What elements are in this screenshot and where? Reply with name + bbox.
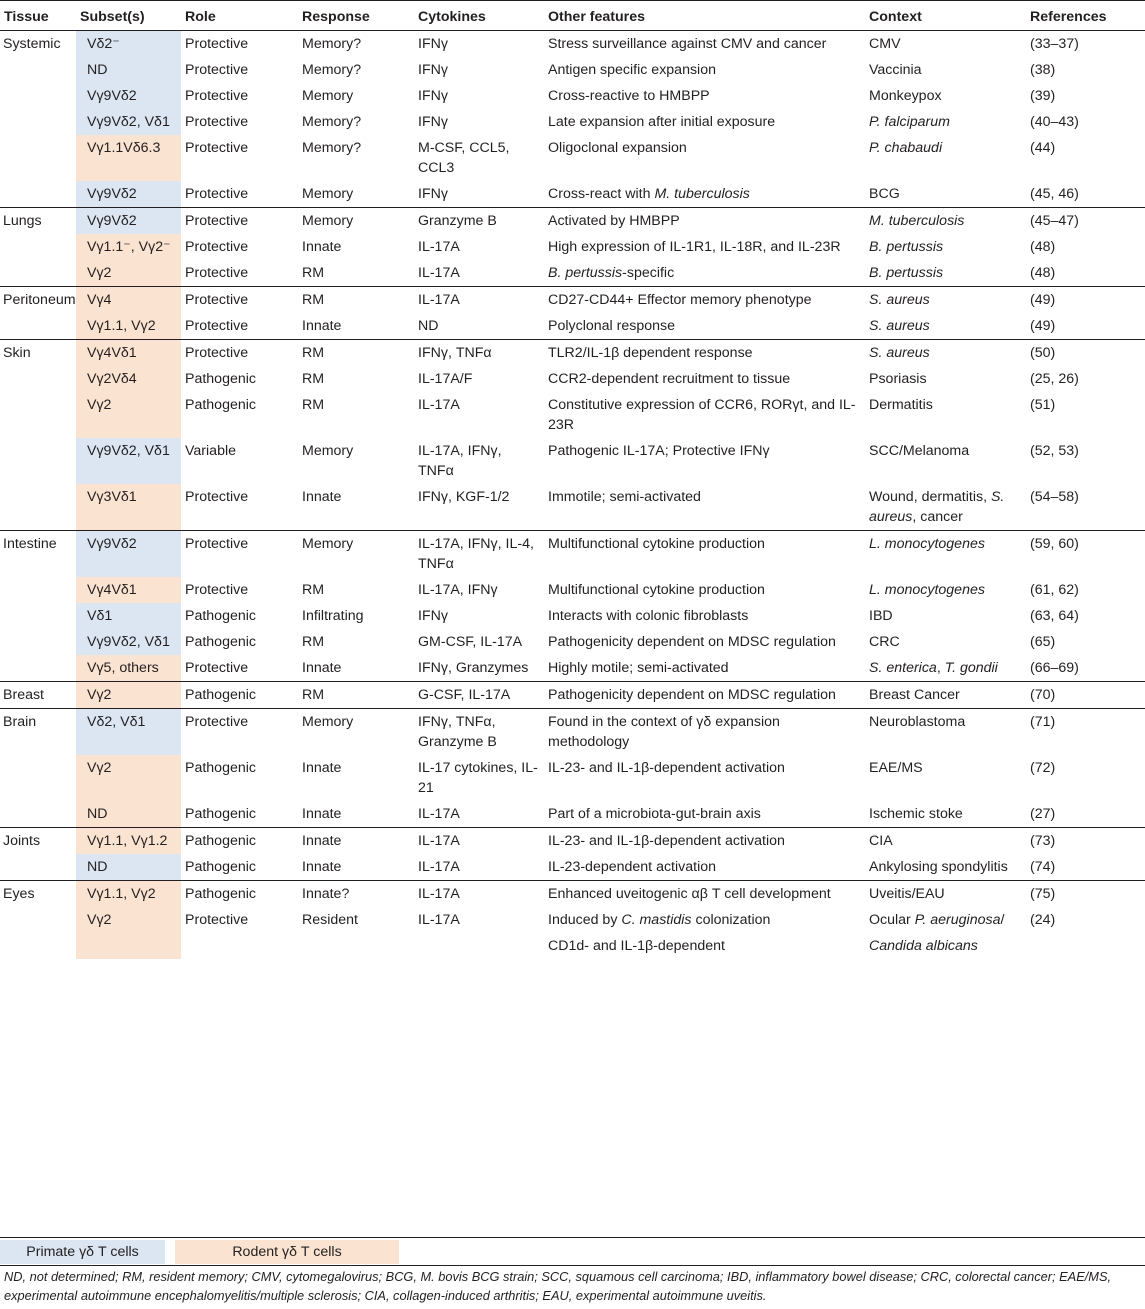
table-row xyxy=(0,31,1145,58)
cell-subset: ND xyxy=(76,854,181,881)
cell-subset: Vγ5, others xyxy=(76,655,181,682)
cell-role: Protective xyxy=(185,660,249,676)
cell-context: CRC xyxy=(869,634,900,650)
cell-references: (24) xyxy=(1030,912,1056,928)
cell-response: Innate xyxy=(302,760,342,776)
header-response: Response xyxy=(298,1,414,31)
cell-features: Constitutive expression of CCR6, RORγt, and IL-23R xyxy=(548,397,856,433)
cell-response: Innate xyxy=(302,489,342,505)
cell-tissue xyxy=(0,438,76,484)
cell-response: Innate? xyxy=(298,881,414,908)
cell-role: Protective xyxy=(185,186,249,202)
cell-tissue xyxy=(0,854,76,881)
cell-cytokines: GM-CSF, IL-17A xyxy=(418,634,523,650)
legend-rodent: Rodent γδ T cells xyxy=(175,1240,399,1264)
cell-context: IBD xyxy=(869,608,893,624)
cell-role: Pathogenic xyxy=(185,859,256,875)
cell-references: (61, 62) xyxy=(1030,582,1079,598)
cell-references: (54–58) xyxy=(1030,489,1079,505)
cell-features: Immotile; semi-activated xyxy=(548,489,701,505)
cell-references: (25, 26) xyxy=(1030,371,1079,387)
cell-subset: Vγ1.1, Vγ1.2 xyxy=(76,828,181,855)
table-row xyxy=(0,438,1145,484)
table-row xyxy=(0,828,1145,855)
cell-response: Memory xyxy=(298,208,414,235)
cell-cytokines: IFNγ xyxy=(418,186,448,202)
cell-references: (44) xyxy=(1030,140,1056,156)
cell-features: B. pertussis-specific xyxy=(548,265,675,281)
cell-response: Memory? xyxy=(302,114,362,130)
cell-tissue: Intestine xyxy=(0,531,76,578)
cell-context: Dermatitis xyxy=(869,397,933,413)
cell-role: Protective xyxy=(185,114,249,130)
cell-role: Pathogenic xyxy=(185,806,256,822)
cell-cytokines: IFNγ, KGF-1/2 xyxy=(418,489,510,505)
cell-response: Innate xyxy=(302,859,342,875)
cell-cytokines xyxy=(414,933,544,959)
cell-role: Protective xyxy=(181,531,298,578)
cell-references xyxy=(1026,933,1145,959)
cell-features: Activated by HMBPP xyxy=(544,208,865,235)
cell-role: Protective xyxy=(185,582,249,598)
footnote: ND, not determined; RM, resident memory; CMV, cytomegalovirus; BCG, M. bovis BCG strain; SCC, squamous cell carcinoma; IBD, inflammatory bowel disease; CRC, colorectal cancer; EAE/MS, experimental autoimmune encephalomyelitis/multiple sclerosis; CIA, collagen-induced arthritis; EAU, experimental autoimmune uveitis. xyxy=(4,1269,1112,1303)
cell-references: (48) xyxy=(1030,239,1056,255)
cell-role: Protective xyxy=(181,709,298,756)
table-row xyxy=(0,755,1145,801)
cell-response xyxy=(298,933,414,959)
cell-response: RM xyxy=(302,634,325,650)
cell-response: Memory xyxy=(302,88,354,104)
cell-cytokines: IL-17 cytokines, IL-21 xyxy=(418,760,538,796)
table-row xyxy=(0,83,1145,109)
cell-tissue xyxy=(0,603,76,629)
cell-role: Pathogenic xyxy=(185,397,256,413)
cell-subset: Vγ2 xyxy=(76,260,181,287)
cell-response: RM xyxy=(302,582,325,598)
cell-context: L. monocytogenes xyxy=(865,531,1026,578)
cell-references: (72) xyxy=(1030,760,1056,776)
cell-response: RM xyxy=(298,287,414,314)
cell-tissue xyxy=(0,135,76,181)
cell-role: Protective xyxy=(185,62,249,78)
cell-features: IL-23- and IL-1β-dependent activation xyxy=(544,828,865,855)
table-row xyxy=(0,603,1145,629)
cell-features: Cross-reactive to HMBPP xyxy=(548,88,710,104)
cell-context: Psoriasis xyxy=(869,371,927,387)
cell-subset: Vγ1.1, Vγ2 xyxy=(76,313,181,340)
cell-references: (75) xyxy=(1026,881,1145,908)
table-row xyxy=(0,629,1145,655)
cell-cytokines: M-CSF, CCL5, CCL3 xyxy=(418,140,510,176)
cell-context: S. aureus xyxy=(869,318,930,334)
table-row xyxy=(0,208,1145,235)
cell-role: Pathogenic xyxy=(181,881,298,908)
cell-role: Protective xyxy=(185,88,249,104)
cell-context: Breast Cancer xyxy=(865,682,1026,709)
cell-role: Protective xyxy=(181,208,298,235)
cell-subset: Vγ9Vδ2, Vδ1 xyxy=(76,629,181,655)
cell-references: (50) xyxy=(1026,340,1145,367)
cell-tissue: Eyes xyxy=(0,881,76,908)
cell-role: Protective xyxy=(185,239,249,255)
cell-role: Pathogenic xyxy=(185,371,256,387)
cell-tissue: Breast xyxy=(0,682,76,709)
table-row xyxy=(0,260,1145,287)
cell-cytokines: IFNγ, TNFα xyxy=(414,340,544,367)
cell-context: Ankylosing spondylitis xyxy=(869,859,1008,875)
cell-references: (27) xyxy=(1030,806,1056,822)
header-features: Other features xyxy=(544,1,865,31)
cell-role: Protective xyxy=(185,318,249,334)
cell-context: SCC/Melanoma xyxy=(869,443,970,459)
table-row xyxy=(0,287,1145,314)
cell-subset: Vγ2 xyxy=(76,392,181,438)
cell-references: (39) xyxy=(1030,88,1056,104)
cell-cytokines: IL-17A xyxy=(418,859,460,875)
header-tissue: Tissue xyxy=(0,1,76,31)
cell-subset: Vγ4Vδ1 xyxy=(76,577,181,603)
table-row xyxy=(0,933,1145,959)
cell-response: RM xyxy=(302,265,325,281)
cell-response: Innate xyxy=(302,660,342,676)
table-row xyxy=(0,366,1145,392)
cell-response: Memory xyxy=(302,443,354,459)
cell-subset: Vγ1.1⁻, Vγ2⁻ xyxy=(76,234,181,260)
cell-features: Part of a microbiota-gut-brain axis xyxy=(548,806,761,822)
cell-tissue xyxy=(0,801,76,828)
cell-context: EAE/MS xyxy=(869,760,923,776)
cell-references: (74) xyxy=(1030,859,1056,875)
table-row xyxy=(0,135,1145,181)
cell-context: P. chabaudi xyxy=(869,140,943,156)
cell-features: Interacts with colonic fibroblasts xyxy=(548,608,749,624)
header-references: References xyxy=(1026,1,1145,31)
cell-cytokines: IL-17A xyxy=(418,912,460,928)
cell-subset xyxy=(76,933,181,959)
cell-context: Vaccinia xyxy=(869,62,922,78)
cell-features: Highly motile; semi-activated xyxy=(548,660,729,676)
legend xyxy=(0,1237,1145,1266)
header-role: Role xyxy=(181,1,298,31)
cell-context: Ischemic stoke xyxy=(869,806,963,822)
cell-tissue xyxy=(0,907,76,933)
cell-features: IL-23-dependent activation xyxy=(548,859,717,875)
cell-features: Antigen specific expansion xyxy=(548,62,716,78)
cell-features: IL-23- and IL-1β-dependent activation xyxy=(548,760,785,776)
cell-tissue xyxy=(0,83,76,109)
cell-subset: Vγ9Vδ2 xyxy=(76,83,181,109)
cell-context: B. pertussis xyxy=(869,239,944,255)
cell-references: (63, 64) xyxy=(1030,608,1079,624)
cell-subset: Vγ9Vδ2 xyxy=(76,181,181,208)
cell-subset: Vγ9Vδ2, Vδ1 xyxy=(76,109,181,135)
cell-features: Pathogenic IL-17A; Protective IFNγ xyxy=(548,443,770,459)
cell-features: Oligoclonal expansion xyxy=(548,140,687,156)
cell-cytokines: IFNγ xyxy=(418,608,448,624)
cell-references: (51) xyxy=(1030,397,1056,413)
cell-tissue: Systemic xyxy=(3,36,61,52)
table-row xyxy=(0,577,1145,603)
table-row xyxy=(0,340,1145,367)
cell-role: Pathogenic xyxy=(181,682,298,709)
cell-role: Protective xyxy=(185,489,249,505)
cell-tissue xyxy=(0,392,76,438)
cell-references: (49) xyxy=(1026,287,1145,314)
cell-tissue xyxy=(0,629,76,655)
table-row xyxy=(0,313,1145,340)
cell-response: Infiltrating xyxy=(302,608,364,624)
cell-context: Ocular P. aeruginosa/ xyxy=(869,912,1005,928)
table-row xyxy=(0,907,1145,933)
cell-cytokines: IFNγ, TNFα, Granzyme B xyxy=(414,709,544,756)
cell-cytokines: G-CSF, IL-17A xyxy=(414,682,544,709)
cell-references: (38) xyxy=(1030,62,1056,78)
cell-role: Variable xyxy=(185,443,236,459)
cell-tissue xyxy=(0,484,76,531)
cell-subset: Vγ2 xyxy=(76,907,181,933)
cell-references: (40–43) xyxy=(1030,114,1079,130)
cell-cytokines: IFNγ xyxy=(418,88,448,104)
cell-context: CIA xyxy=(865,828,1026,855)
cell-tissue: Brain xyxy=(0,709,76,756)
table-row xyxy=(0,854,1145,881)
table-row xyxy=(0,682,1145,709)
cell-context: B. pertussis xyxy=(869,265,944,281)
cell-tissue xyxy=(0,755,76,801)
table-body xyxy=(0,31,1145,960)
table-row xyxy=(0,655,1145,682)
cell-subset: Vγ2Vδ4 xyxy=(76,366,181,392)
cell-context: BCG xyxy=(869,186,900,202)
cell-tissue xyxy=(0,577,76,603)
cell-response: Memory xyxy=(298,531,414,578)
cell-context: S. aureus xyxy=(865,340,1026,367)
table-row xyxy=(0,531,1145,578)
cell-tissue xyxy=(0,313,76,340)
cell-cytokines: IL-17A xyxy=(414,828,544,855)
cell-references: (52, 53) xyxy=(1030,443,1079,459)
cell-references: (73) xyxy=(1026,828,1145,855)
table-row xyxy=(0,109,1145,135)
cell-features: Induced by C. mastidis colonization xyxy=(548,912,771,928)
table-row xyxy=(0,234,1145,260)
cell-context: Uveitis/EAU xyxy=(865,881,1026,908)
cell-features: Stress surveillance against CMV and cancer xyxy=(548,36,827,52)
cell-role: Protective xyxy=(185,265,249,281)
cell-response: Memory? xyxy=(302,36,362,52)
cell-features: Late expansion after initial exposure xyxy=(548,114,776,130)
cell-references: (33–37) xyxy=(1030,36,1079,52)
cell-context: L. monocytogenes xyxy=(869,582,985,598)
cell-tissue: Peritoneum xyxy=(0,287,76,314)
cell-response: Innate xyxy=(302,239,342,255)
cell-cytokines: ND xyxy=(418,318,439,334)
cell-cytokines: IL-17A xyxy=(418,239,460,255)
cell-features: Pathogenicity dependent on MDSC regulation xyxy=(548,634,836,650)
legend-primate: Primate γδ T cells xyxy=(0,1240,165,1264)
cell-subset: Vδ1 xyxy=(76,603,181,629)
cell-response: Resident xyxy=(302,912,358,928)
cell-cytokines: IFNγ, Granzymes xyxy=(418,660,529,676)
cell-response: RM xyxy=(302,371,325,387)
cell-response: Memory xyxy=(298,709,414,756)
cell-cytokines: Granzyme B xyxy=(414,208,544,235)
cell-response: RM xyxy=(298,682,414,709)
cell-cytokines: IFNγ xyxy=(418,114,448,130)
cell-subset: Vδ2⁻ xyxy=(76,31,181,58)
cell-features: TLR2/IL-1β dependent response xyxy=(544,340,865,367)
cell-tissue xyxy=(0,181,76,208)
cell-tissue: Lungs xyxy=(0,208,76,235)
cell-context: S. enterica, T. gondii xyxy=(869,660,998,676)
cell-subset: Vγ4 xyxy=(76,287,181,314)
cell-references: (70) xyxy=(1026,682,1145,709)
header-subset: Subset(s) xyxy=(76,1,181,31)
cell-cytokines: IL-17A xyxy=(414,287,544,314)
cell-subset: Vγ4Vδ1 xyxy=(76,340,181,367)
cell-role: Protective xyxy=(185,140,249,156)
cell-features: CD27-CD44+ Effector memory phenotype xyxy=(544,287,865,314)
cell-context: Neuroblastoma xyxy=(865,709,1026,756)
cell-cytokines: IL-17A xyxy=(418,806,460,822)
cell-features: Multifunctional cytokine production xyxy=(544,531,865,578)
header-cytokines: Cytokines xyxy=(414,1,544,31)
cell-context: Monkeypox xyxy=(869,88,942,104)
cell-subset: Vγ9Vδ2 xyxy=(76,531,181,578)
cell-tissue xyxy=(0,260,76,287)
cell-context: CMV xyxy=(869,36,901,52)
cell-references: (48) xyxy=(1030,265,1056,281)
cell-references: (66–69) xyxy=(1030,660,1079,676)
cell-cytokines: IL-17A xyxy=(414,881,544,908)
cell-subset: ND xyxy=(76,801,181,828)
cell-role: Pathogenic xyxy=(185,634,256,650)
cell-references: (71) xyxy=(1026,709,1145,756)
cell-cytokines: IL-17A/F xyxy=(418,371,473,387)
header-context: Context xyxy=(865,1,1026,31)
cell-tissue xyxy=(0,234,76,260)
cell-references: (49) xyxy=(1030,318,1056,334)
cell-tissue xyxy=(0,933,76,959)
cell-features: Pathogenicity dependent on MDSC regulation xyxy=(544,682,865,709)
cell-response: Innate xyxy=(302,318,342,334)
cell-cytokines: IL-17A, IFNγ, TNFα xyxy=(418,443,502,479)
table-row xyxy=(0,801,1145,828)
cell-response: RM xyxy=(302,397,325,413)
cell-subset: Vγ3Vδ1 xyxy=(76,484,181,531)
cell-role: Pathogenic xyxy=(185,760,256,776)
cell-subset: Vγ9Vδ2 xyxy=(76,208,181,235)
cell-cytokines: IL-17A, IFNγ, IL-4, TNFα xyxy=(414,531,544,578)
cell-subset: Vγ1.1Vδ6.3 xyxy=(76,135,181,181)
cell-subset: Vγ9Vδ2, Vδ1 xyxy=(76,438,181,484)
cell-response: Innate xyxy=(298,828,414,855)
cell-subset: Vδ2, Vδ1 xyxy=(76,709,181,756)
cell-context: Candida albicans xyxy=(869,938,978,954)
cell-references: (45, 46) xyxy=(1030,186,1079,202)
cell-context: M. tuberculosis xyxy=(865,208,1026,235)
cell-references: (59, 60) xyxy=(1026,531,1145,578)
cell-features: Cross-react with M. tuberculosis xyxy=(548,186,750,202)
cell-tissue xyxy=(0,366,76,392)
cell-tissue xyxy=(0,655,76,682)
cell-features: High expression of IL-1R1, IL-18R, and IL-23R xyxy=(548,239,841,255)
table-row xyxy=(0,392,1145,438)
cell-features: Polyclonal response xyxy=(548,318,675,334)
cell-tissue: Joints xyxy=(0,828,76,855)
cell-role: Pathogenic xyxy=(185,608,256,624)
cell-tissue xyxy=(0,57,76,83)
cell-references: (65) xyxy=(1030,634,1056,650)
cell-references: (45–47) xyxy=(1026,208,1145,235)
cell-features: CD1d- and IL-1β-dependent xyxy=(548,938,725,954)
cell-response: Innate xyxy=(302,806,342,822)
cell-context: P. falciparum xyxy=(869,114,950,130)
cell-cytokines: IFNγ xyxy=(418,36,448,52)
cell-features: Enhanced uveitogenic αβ T cell development xyxy=(544,881,865,908)
cell-features: CCR2-dependent recruitment to tissue xyxy=(548,371,791,387)
cell-response: RM xyxy=(298,340,414,367)
table-row xyxy=(0,881,1145,908)
cell-tissue: Skin xyxy=(0,340,76,367)
cell-features: Found in the context of γδ expansion methodology xyxy=(544,709,865,756)
cell-tissue xyxy=(0,109,76,135)
cell-subset: ND xyxy=(76,57,181,83)
table-row xyxy=(0,709,1145,756)
cell-role: Protective xyxy=(181,340,298,367)
cell-features: Multifunctional cytokine production xyxy=(548,582,765,598)
table-row xyxy=(0,181,1145,208)
cell-cytokines: IFNγ xyxy=(418,62,448,78)
header-row xyxy=(0,1,1145,31)
cell-subset: Vγ2 xyxy=(76,682,181,709)
cell-cytokines: IL-17A xyxy=(418,265,460,281)
cell-response: Memory? xyxy=(302,140,362,156)
cell-role xyxy=(181,933,298,959)
cell-response: Memory xyxy=(302,186,354,202)
cell-response: Memory? xyxy=(302,62,362,78)
cell-context: S. aureus xyxy=(865,287,1026,314)
cell-role: Pathogenic xyxy=(181,828,298,855)
cell-context: Wound, dermatitis, S. aureus, cancer xyxy=(869,489,1005,525)
cell-subset: Vγ2 xyxy=(76,755,181,801)
cell-cytokines: IL-17A xyxy=(418,397,460,413)
cell-role: Protective xyxy=(181,287,298,314)
cell-subset: Vγ1.1, Vγ2 xyxy=(76,881,181,908)
cell-cytokines: IL-17A, IFNγ xyxy=(418,582,498,598)
cell-role: Protective xyxy=(185,912,249,928)
cell-role: Protective xyxy=(185,36,249,52)
table-row xyxy=(0,484,1145,531)
table-row xyxy=(0,57,1145,83)
